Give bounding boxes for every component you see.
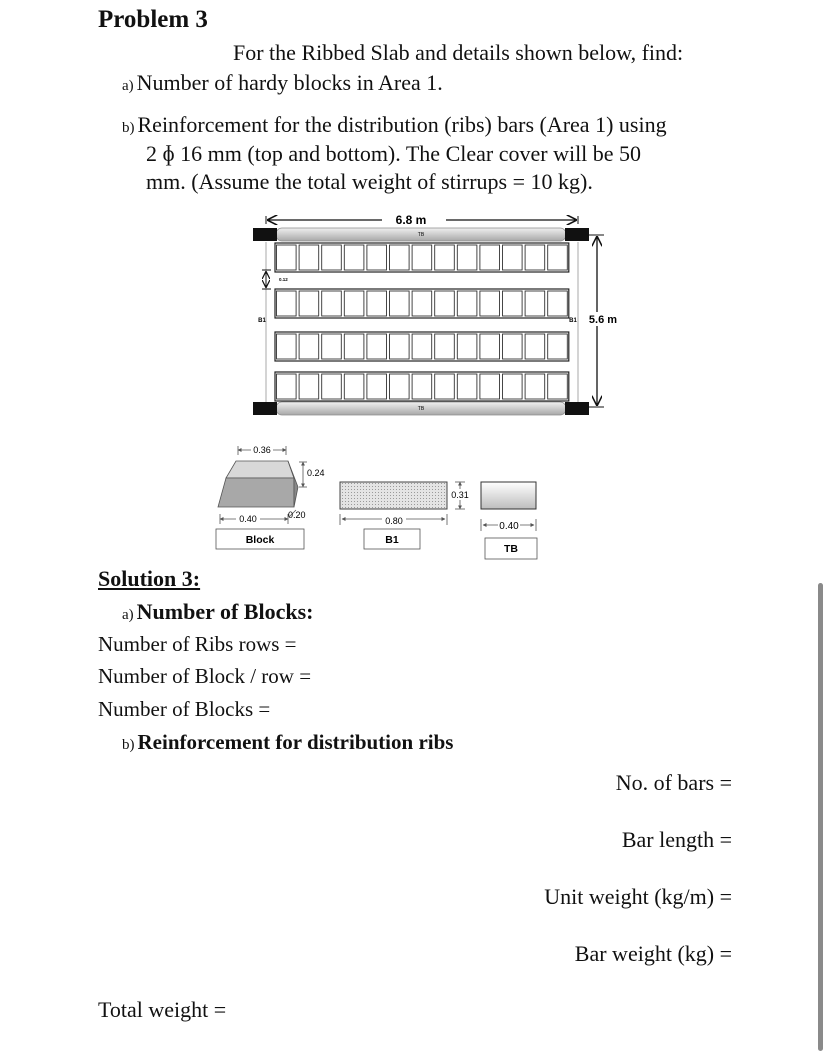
rib-spacing-dimension [262,270,288,289]
total-weight-line: Total weight = [98,997,227,1022]
hardy-block [548,291,568,316]
hardy-block [367,245,387,270]
hardy-block [435,374,455,399]
hardy-block [299,245,319,270]
block-label: Block [245,534,275,546]
hardy-block [344,374,364,399]
tb-height-dim: 0.31 [451,490,469,500]
question-b-line2: 2 ɸ 16 mm (top and bottom). The Clear cover will be 50 [146,141,642,166]
column-bottom-left [253,402,277,415]
bar-length-line: Bar length = [621,827,732,852]
block-top-face [226,461,294,478]
hardy-block [344,291,364,316]
block-bottom-dim: 0.40 [239,514,257,524]
question-a-tag: a) [122,78,134,94]
hardy-block [480,334,500,359]
hardy-block [322,245,342,270]
solution-a-title: Number of Blocks: [136,599,314,624]
solution-b-tag: b) [122,737,135,753]
block-front-face [218,478,294,507]
b1-section [340,482,447,509]
question-b-line3: mm. (Assume the total weight of stirrups = 10 kg). [146,169,593,194]
hardy-block [277,245,297,270]
hardy-block [390,374,410,399]
hardy-block [390,334,410,359]
rib-spacing-label: 0.12 [279,277,288,282]
solution-a-heading [122,599,313,625]
hardy-block [367,374,387,399]
hardy-block [548,334,568,359]
bar-weight-line: Bar weight (kg) = [574,941,732,966]
hardy-block [503,245,523,270]
height-label: 5.6 m [588,314,618,326]
hardy-block [480,245,500,270]
hardy-block [322,374,342,399]
hardy-block [299,334,319,359]
solution-title: Solution 3: [98,566,201,591]
width-dimension [266,213,578,227]
column-top-right [565,228,589,241]
hardy-block [548,374,568,399]
ribs-rows-line: Number of Ribs rows = [98,632,297,656]
hardy-block [480,291,500,316]
problem-intro: For the Ribbed Slab and details shown below, find: [233,40,684,65]
number-of-blocks-line: Number of Blocks = [98,697,271,721]
hardy-block [435,291,455,316]
problem-title: Problem 3 [98,6,208,33]
hardy-block [503,334,523,359]
b1-left-label: B1 [258,318,266,324]
solution-a-tag: a) [122,607,134,623]
block-top-dim: 0.36 [253,445,271,455]
hardy-block [480,374,500,399]
block-rows [275,243,569,401]
hardy-block [457,245,477,270]
hardy-block [503,374,523,399]
solution-b-title: Reinforcement for distribution ribs [137,730,454,754]
hardy-block [548,245,568,270]
hardy-block [525,291,545,316]
tb-label: TB [504,543,518,555]
hardy-block [277,374,297,399]
unit-weight-line: Unit weight (kg/m) = [544,884,732,909]
no-of-bars-line: No. of bars = [615,770,732,795]
tb-width-dim: 0.40 [499,521,519,532]
question-b-line1: Reinforcement for the distribution (ribs) bars (Area 1) using [137,112,667,137]
b1-width-dim: 0.80 [385,516,403,526]
hardy-block [322,334,342,359]
hardy-block [412,291,432,316]
b1-right-label: B1 [569,318,577,324]
width-label: 6.8 m [395,213,427,227]
hardy-block [344,245,364,270]
height-dimension [586,235,622,407]
hardy-block [367,334,387,359]
hardy-block [435,245,455,270]
column-bottom-right [565,402,589,415]
hardy-block [412,374,432,399]
hardy-block [412,334,432,359]
hardy-block [277,291,297,316]
hardy-block [435,334,455,359]
block-depth-dim: 0.20 [288,510,306,520]
hardy-block [299,374,319,399]
hardy-block [525,334,545,359]
solution-b-heading [122,730,453,755]
question-a-text: Number of hardy blocks in Area 1. [136,70,443,95]
hardy-block [457,334,477,359]
hardy-block [457,291,477,316]
tb-section [481,482,536,509]
hardy-block [525,374,545,399]
hardy-block [322,291,342,316]
tb-bottom-label: TB [417,406,425,412]
b1-label: B1 [385,534,399,546]
vertical-scrollbar[interactable] [818,583,823,1051]
tb-top-label: TB [417,232,425,238]
column-top-left [253,228,277,241]
hardy-block [277,334,297,359]
hardy-block [344,334,364,359]
hardy-block [299,291,319,316]
block-detail [216,444,325,549]
question-b-tag: b) [122,120,135,136]
hardy-block [367,291,387,316]
hardy-block [503,291,523,316]
hardy-block [390,291,410,316]
tb-detail [450,482,537,559]
hardy-block [412,245,432,270]
block-height-dim: 0.24 [307,468,325,478]
hardy-block [525,245,545,270]
blocks-per-row-line: Number of Block / row = [98,664,312,688]
b1-detail [340,482,447,549]
hardy-block [390,245,410,270]
hardy-block [457,374,477,399]
